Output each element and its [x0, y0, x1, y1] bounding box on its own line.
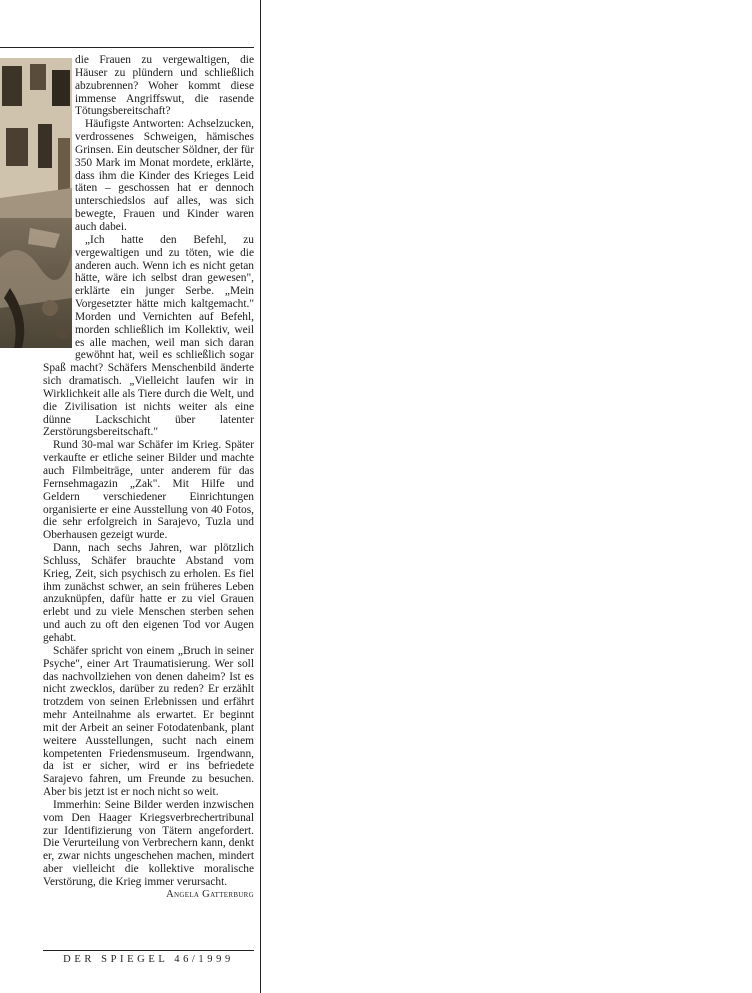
- bottom-rule: [43, 950, 254, 951]
- paragraph: Häufigste Antworten: Achselzucken, verdrossenes Schweigen, hämisches Grinsen. Ein deutscher Söldner, der für 350 Mark im Monat mordete, erklärte, dass ihm die Kinder des Krieges Leid täten – geschossen hat er dennoch unterschiedslos auf alles, was sich bewegte, Frauen und Kinder waren auch dabei.: [75, 118, 254, 233]
- page-footer: DER SPIEGEL 46/1999: [63, 954, 234, 965]
- column-divider: [260, 0, 261, 993]
- author-signature: Angela Gatterburg: [166, 888, 254, 900]
- top-rule: [0, 47, 254, 48]
- paragraph: [43, 798, 254, 900]
- paragraph: Schäfer spricht von einem „Bruch in seiner Psyche", einer Art Traumatisierung. Wer soll das nachvollziehen von denen daheim? Ist es nicht zwecklos, darüber zu reden? Er erzählt trotzdem von seinen Erlebnissen und erfährt mehr Anteilnahme als erwartet. Er beginnt mit der Arbeit an seiner Fotodatenbank, plant weitere Ausstellungen, sucht nach einem kompetenten Friedensmuseum. Irgendwann, da ist er sicher, wird er ins befriedete Sarajevo fahren, um Freunde zu besuchen. Aber bis jetzt ist er noch nicht so weit.: [43, 644, 254, 799]
- paragraph: Rund 30-mal war Schäfer im Krieg. Später verkaufte er etliche seiner Bilder und machte auch Filmbeiträge, unter anderem für das Fernsehmagazin „Zak". Mit Hilfe und Geldern verschiedener Einrichtungen organisierte er eine Ausstellung von 40 Fotos, die sehr erfolgreich in Sarajevo, Tuzla und Oberhausen gezeigt wurde.: [43, 439, 254, 542]
- photo-wrap-spacer: [43, 54, 75, 354]
- last-paragraph-text: Immerhin: Seine Bilder werden inzwischen vom Den Haager Kriegsverbrechertribunal zur Identifizierung von Tätern angefordert. Die Verurteilung von Verbrechern kann, denkt er, zwar nichts ungeschehen machen, mindert aber vielleicht die kollektive moralische Verstörung, die Krieg immer verursacht.: [43, 798, 254, 888]
- paragraph: „Ich hatte den Befehl, zu vergewaltigen und zu töten, wie die anderen auch. Wenn ich es nicht getan hätte, wäre ich selbst dran gewesen", erklärte ein junger Serbe. „Mein Vorgesetzter hätte mich kaltgemacht." Morden und Vernichten auf Befehl, morden schließlich im Kollektiv, weil es alle machen, weil man sich daran gewöhnt hat, weil es schließlich sogar Spaß macht? Schäfers Menschenbild änderte sich dramatisch. „Vielleicht laufen wir in Wirklichkeit alle als Tiere durch die Welt, und die Zivilisation ist nichts weiter als eine dünne Lackschicht über latenter Zerstörungsbereitschaft.": [43, 233, 254, 439]
- paragraph: Dann, nach sechs Jahren, war plötzlich Schluss, Schäfer brauchte Abstand vom Krieg, Zeit, sich psychisch zu erholen. Es fiel ihm zunächst schwer, an sein früheres Leben anzuknüpfen, dafür hatte er zu viel Grauen erlebt und zu viele Menschen sterben sehen und auch zu oft den eigenen Tod vor Augen gehabt.: [43, 542, 254, 644]
- paragraph: die Frauen zu vergewaltigen, die Häuser zu plündern und schließlich abzubrennen? Woher kommt diese immense Angriffswut, die rasende Tötungsbereitschaft?: [75, 54, 254, 118]
- article-column: [43, 54, 254, 902]
